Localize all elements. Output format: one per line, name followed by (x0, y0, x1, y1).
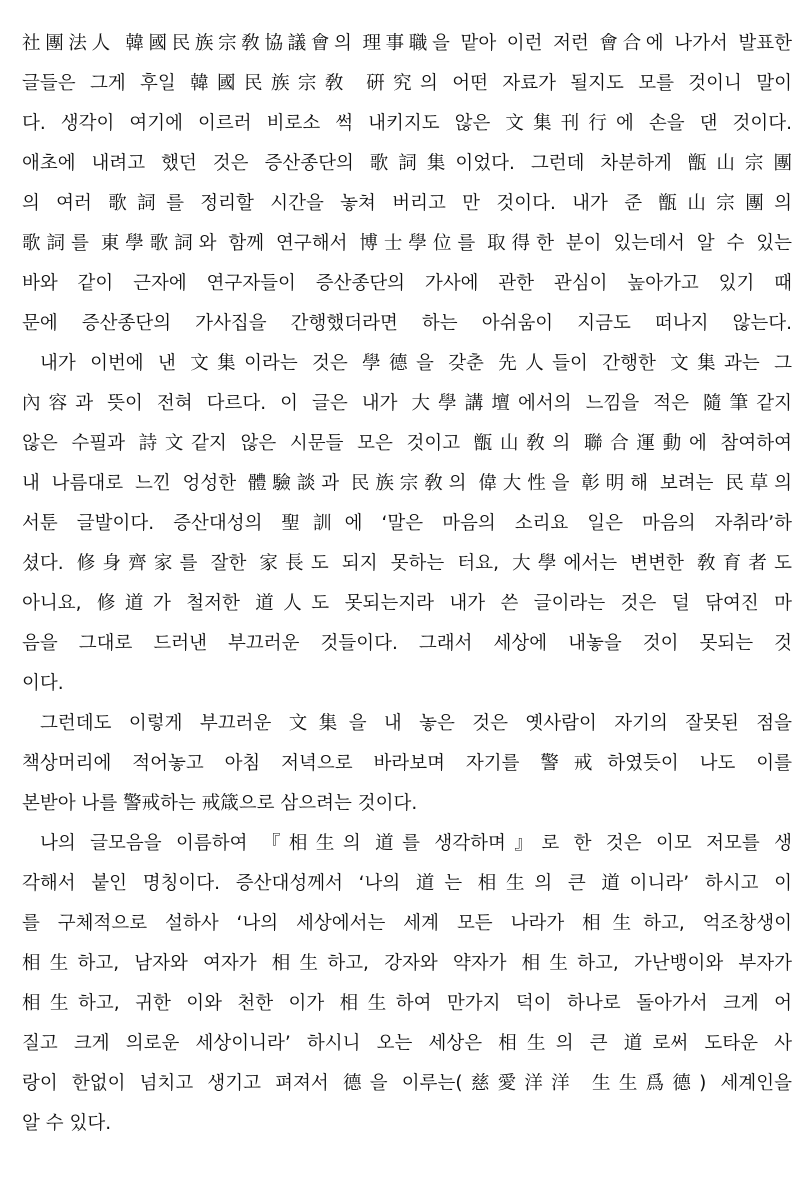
text-line: 바와 같이 근자에 연구자들이 증산종단의 가사에 관한 관심이 높아가고 있기 때 (22, 273, 792, 294)
text-line: 다. 생각이 여기에 이르러 비로소 썩 내키지도 않은 文集刊行에 손을 댄 것이다. (22, 113, 792, 134)
text-line: 문에 증산종단의 가사집을 간행했더라면 하는 아쉬움이 지금도 떠나지 않는다. (22, 313, 792, 334)
text-line: 社團法人 韓國民族宗敎協議會의 理事職을 맡아 이런 저런 會合에 나가서 발표한 (22, 33, 792, 54)
text-line: 셨다. 修身齊家를 잘한 家長도 되지 못하는 터요, 大學에서는 변변한 敎育者도 (22, 553, 792, 574)
text-line: 책상머리에 적어놓고 아침 저녁으로 바라보며 자기를 警戒하였듯이 나도 이를 (22, 753, 792, 774)
text-line: 나의 글모음을 이름하여 『相生의 道를 생각하며』로 한 것은 이모 저모를 생 (40, 833, 792, 854)
text-line: 이다. (22, 673, 64, 694)
text-line: 않은 수필과 詩文같지 않은 시문들 모은 것이고 甑山敎의 聯合運動에 참여하여 (22, 433, 792, 454)
text-line: 歌詞를 東學歌詞와 함께 연구해서 博士學位를 取得한 분이 있는데서 알 수 있는 (22, 233, 792, 254)
text-line: 랑이 한없이 넘치고 생기고 펴져서 德을 이루는(慈愛洋洋 生生爲德) 세계인을 (22, 1073, 792, 1094)
text-line: 의 여러 歌詞를 정리할 시간을 놓쳐 버리고 만 것이다. 내가 준 甑山宗團의 (22, 193, 792, 214)
text-line: 相生하고, 남자와 여자가 相生하고, 강자와 약자가 相生하고, 가난뱅이와 부자가 (22, 953, 792, 974)
text-line: 내가 이번에 낸 文集이라는 것은 學德을 갖춘 先人들이 간행한 文集과는 그 (40, 353, 792, 374)
text-line: 아니요, 修道가 철저한 道人도 못되는지라 내가 쓴 글이라는 것은 덜 닦여진 마 (22, 593, 792, 614)
text-line: 내 나름대로 느낀 엉성한 體驗談과 民族宗敎의 偉大性을 彰明해 보려는 民草의 (22, 473, 792, 494)
text-line: 相生하고, 귀한 이와 천한 이가 相生하여 만가지 덕이 하나로 돌아가서 크게 어 (22, 993, 792, 1014)
text-line: 음을 그대로 드러낸 부끄러운 것들이다. 그래서 세상에 내놓을 것이 못되는 것 (22, 633, 792, 654)
text-line: 그런데도 이렇게 부끄러운 文集을 내 놓은 것은 옛사람이 자기의 잘못된 점을 (40, 713, 792, 734)
text-line: 를 구체적으로 설하사 ‘나의 세상에서는 세계 모든 나라가 相生하고, 억조창생이 (22, 913, 792, 934)
text-line: 애초에 내려고 했던 것은 증산종단의 歌詞集이었다. 그런데 차분하게 甑山宗團 (22, 153, 792, 174)
text-line: 질고 크게 의로운 세상이니라’ 하시니 오는 세상은 相生의 큰 道로써 도타운 사 (22, 1033, 792, 1054)
text-line: 알 수 있다. (22, 1113, 112, 1134)
text-line: 內容과 뜻이 전혀 다르다. 이 글은 내가 大學講壇에서의 느낌을 적은 隨筆같지 (22, 393, 792, 414)
text-line: 서툰 글발이다. 증산대성의 聖訓에 ‘말은 마음의 소리요 일은 마음의 자취라’하 (22, 513, 792, 534)
text-line: 각해서 붙인 명칭이다. 증산대성께서 ‘나의 道는 相生의 큰 道이니라’ 하시고 이 (22, 873, 792, 894)
text-line: 글들은 그게 후일 韓國民族宗敎 硏究의 어떤 자료가 될지도 모를 것이니 말이 (22, 73, 792, 94)
text-line: 본받아 나를 警戒하는 戒箴으로 삼으려는 것이다. (22, 793, 418, 814)
